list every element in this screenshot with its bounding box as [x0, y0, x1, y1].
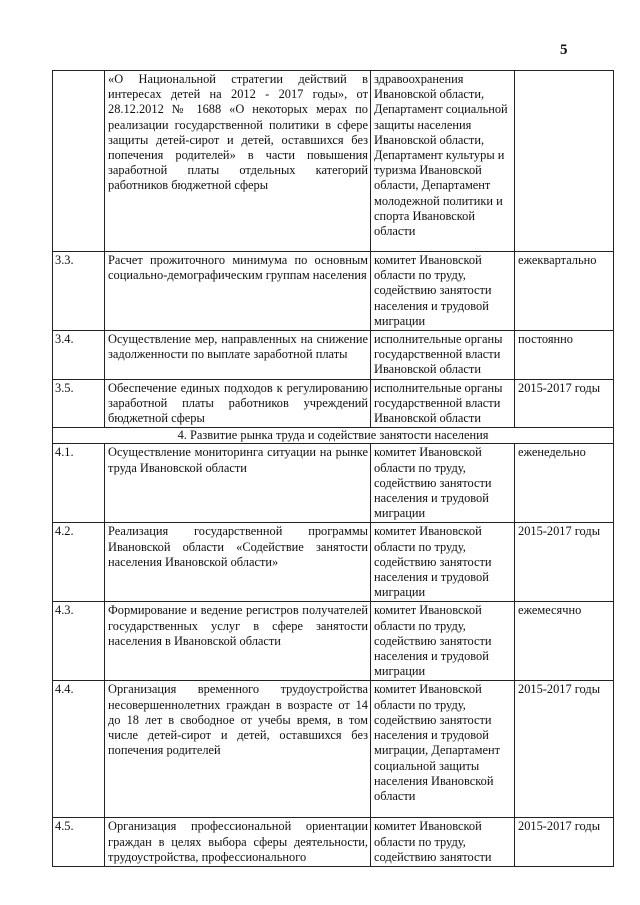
deadline: еженедельно [515, 444, 614, 523]
deadline: 2015-2017 годы [515, 379, 614, 428]
table-row [53, 71, 614, 252]
measure-description: «О Национальной стратегии действий в интересах детей на 2012 - 2017 годы», от 28.12.2012 № 1688 «О некоторых мерах по реализации государственной политики в сфере защиты детей-сирот и детей, оставшихся без попечения родителей» в части повышения заработной платы отдельных категорий работников бюджетной сферы [105, 71, 371, 252]
deadline: постоянно [515, 331, 614, 380]
table-row [53, 379, 614, 428]
row-number: 3.3. [53, 252, 105, 331]
executor: комитет Ивановской области по труду, содействию занятости населения и трудовой миграции, Департамент социальной защиты населения Ивановской области [371, 681, 515, 818]
deadline: 2015-2017 годы [515, 523, 614, 602]
table-row [53, 331, 614, 380]
executor: комитет Ивановской области по труду, содействию занятости населения и трудовой миграции [371, 444, 515, 523]
table-row [53, 444, 614, 523]
table-row [53, 818, 614, 867]
measure-description: Осуществление мер, направленных на снижение задолженности по выплате заработной платы [105, 331, 371, 380]
section-header [53, 428, 614, 444]
executor: комитет Ивановской области по труду, содействию занятости населения и трудовой миграции [371, 252, 515, 331]
deadline: 2015-2017 годы [515, 681, 614, 818]
row-number: 4.2. [53, 523, 105, 602]
deadline [515, 71, 614, 252]
row-number: 3.5. [53, 379, 105, 428]
executor: комитет Ивановской области по труду, содействию занятости населения и трудовой миграции [371, 523, 515, 602]
section-title: 4. Развитие рынка труда и содействие занятости населения [53, 428, 614, 444]
measure-description: Осуществление мониторинга ситуации на рынке труда Ивановской области [105, 444, 371, 523]
measure-description: Расчет прожиточного минимума по основным социально-демографическим группам населения [105, 252, 371, 331]
row-number: 4.4. [53, 681, 105, 818]
table-row [53, 602, 614, 681]
measure-description: Обеспечение единых подходов к регулированию заработной платы работников учреждений бюджетной сферы [105, 379, 371, 428]
measure-description: Организация профессиональной ориентации граждан в целях выбора сферы деятельности, трудоустройства, профессионального [105, 818, 371, 867]
table-row [53, 681, 614, 818]
executor: исполнительные органы государственной власти Ивановской области [371, 331, 515, 380]
executor: комитет Ивановской области по труду, содействию занятости [371, 818, 515, 867]
table-row [53, 252, 614, 331]
deadline: 2015-2017 годы [515, 818, 614, 867]
measure-description: Формирование и ведение регистров получателей государственных услуг в сфере занятости населения в Ивановской области [105, 602, 371, 681]
row-number: 3.4. [53, 331, 105, 380]
row-number: 4.1. [53, 444, 105, 523]
executor: исполнительные органы государственной власти Ивановской области [371, 379, 515, 428]
measure-description: Организация временного трудоустройства несовершеннолетних граждан в возрасте от 14 до 18 лет в свободное от учебы время, в том числе детей-сирот и детей, оставшихся без попечения родителей [105, 681, 371, 818]
row-number [53, 71, 105, 252]
row-number: 4.3. [53, 602, 105, 681]
measures-table [52, 70, 614, 867]
executor: комитет Ивановской области по труду, содействию занятости населения и трудовой миграции [371, 602, 515, 681]
table-row [53, 523, 614, 602]
deadline: ежемесячно [515, 602, 614, 681]
measure-description: Реализация государственной программы Ивановской области «Содействие занятости населения Ивановской области» [105, 523, 371, 602]
page-number: 5 [560, 42, 568, 58]
deadline: ежеквартально [515, 252, 614, 331]
executor: здравоохранения Ивановской области, Департамент социальной защиты населения Ивановской области, Департамент культуры и туризма Ивановской области, Департамент молодежной политики и спорта Ивановской области [371, 71, 515, 252]
row-number: 4.5. [53, 818, 105, 867]
